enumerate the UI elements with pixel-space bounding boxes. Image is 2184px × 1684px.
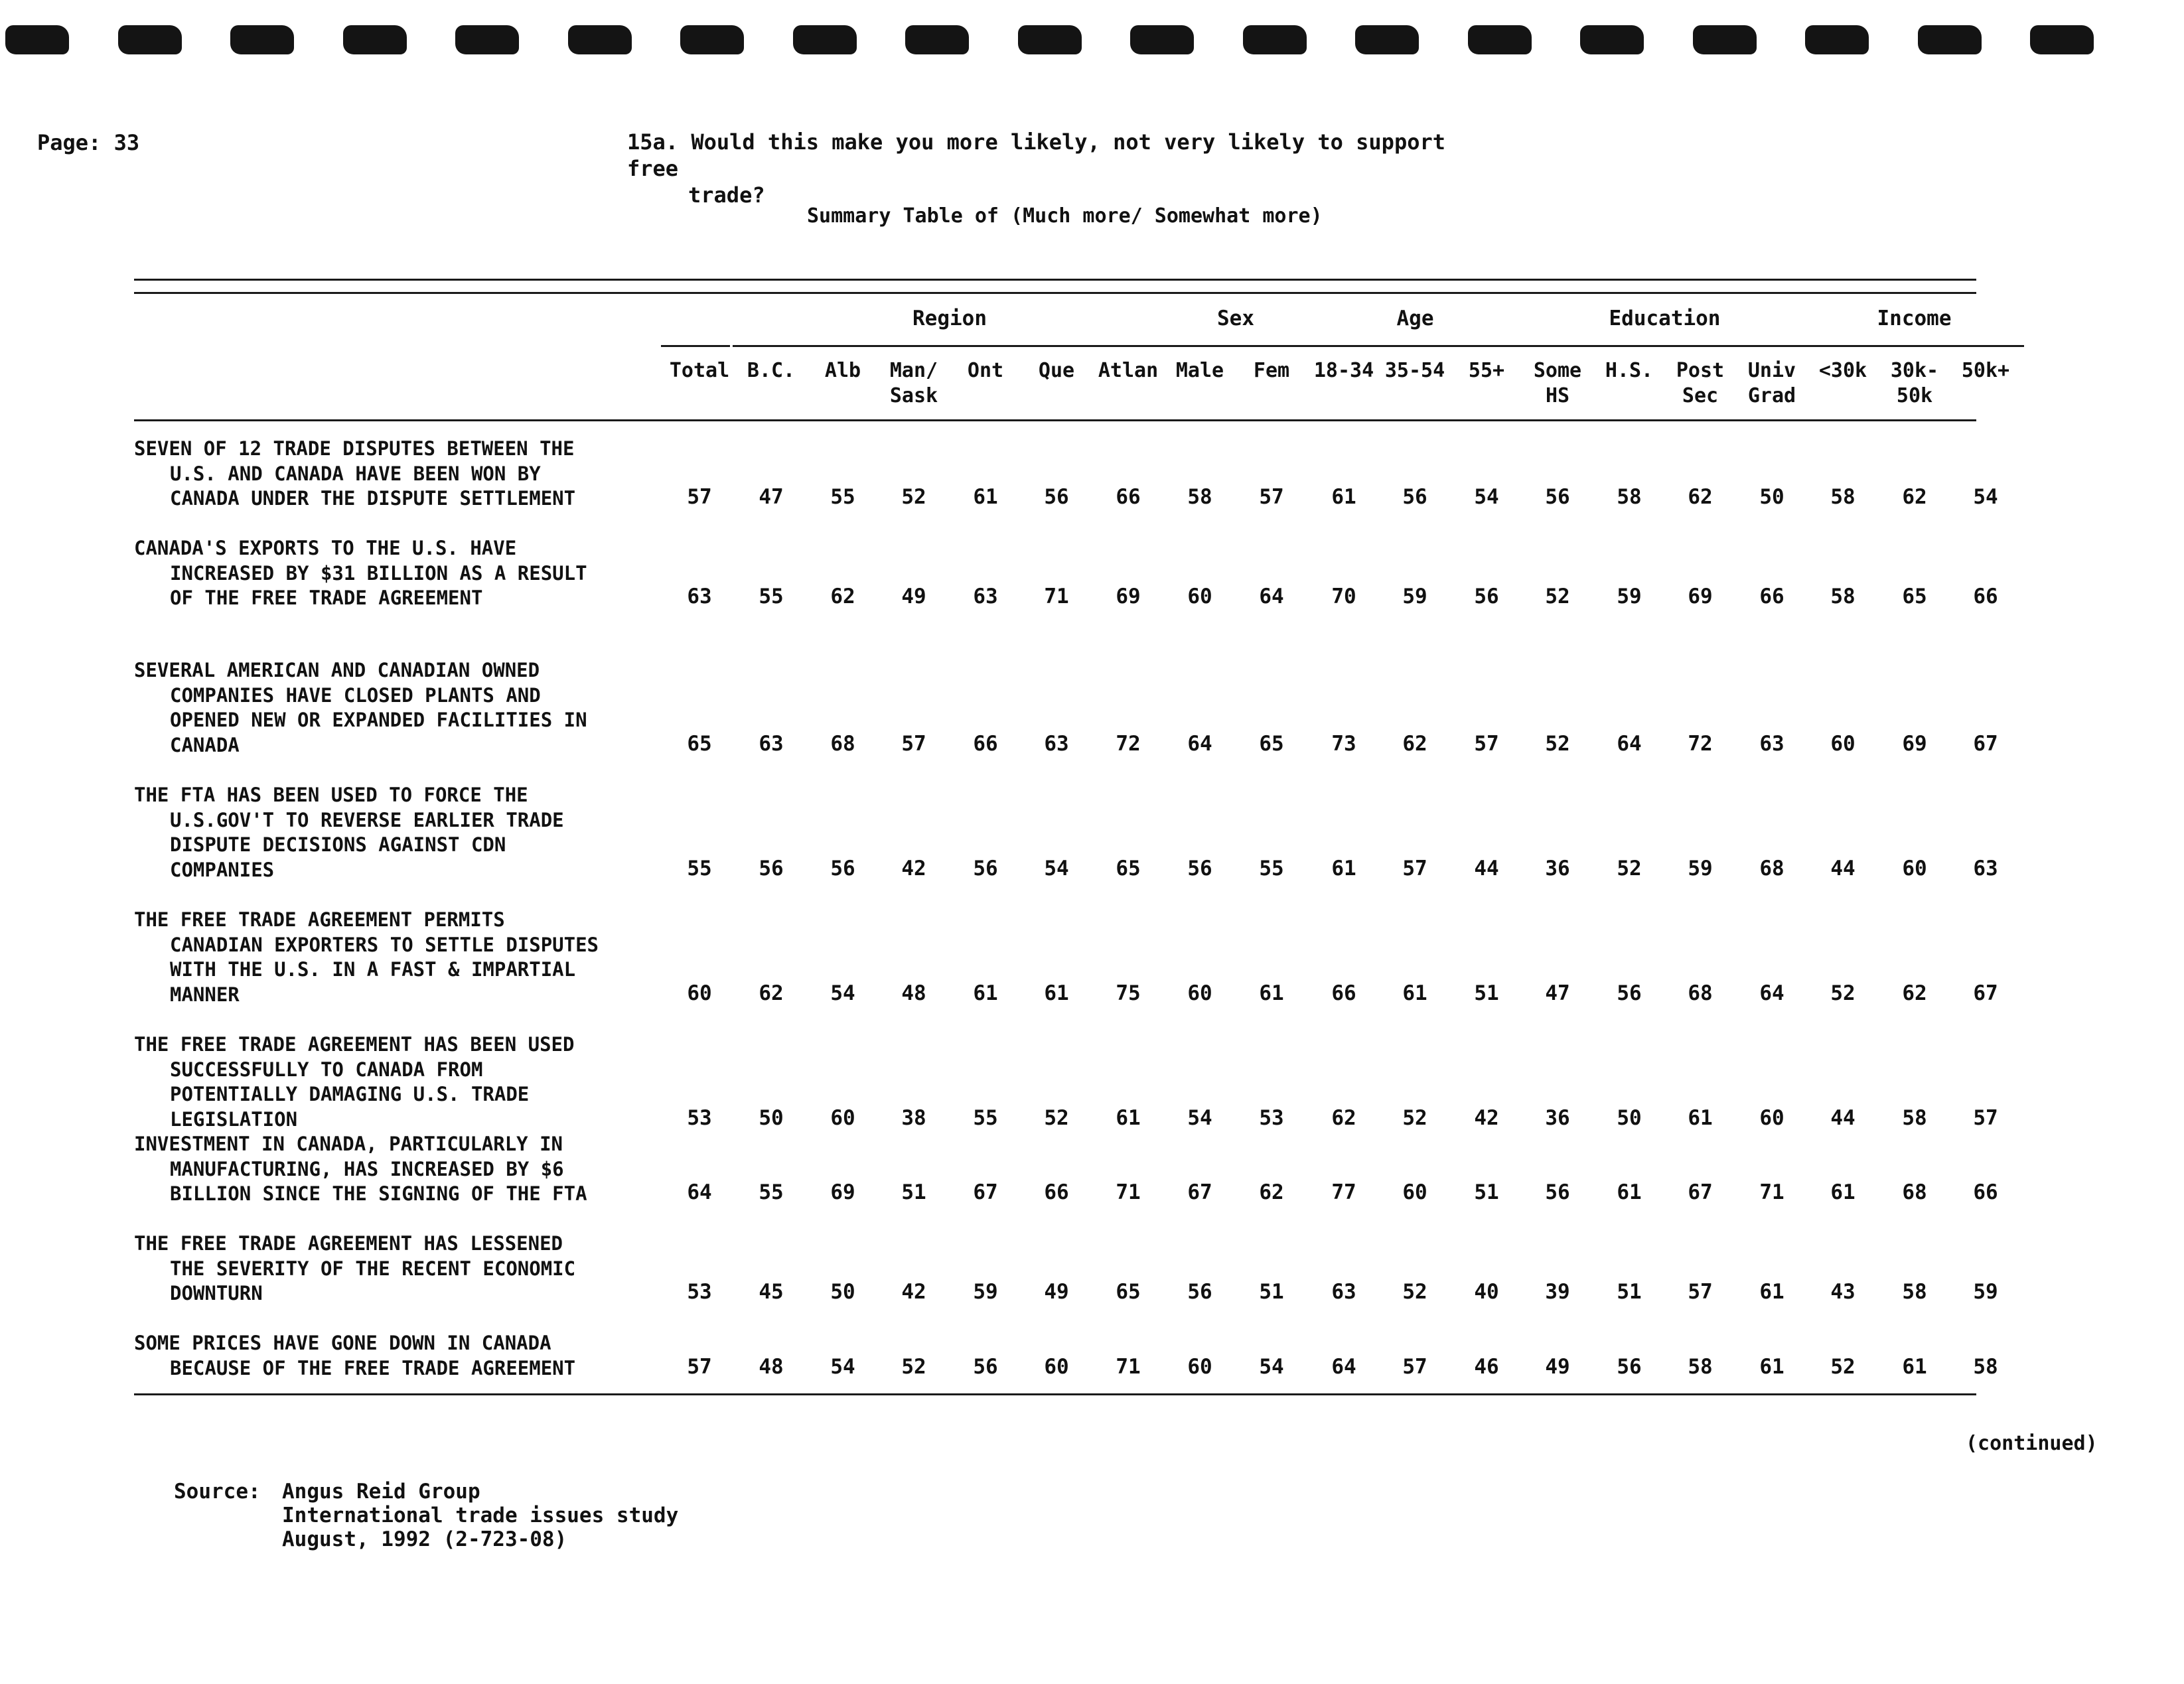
table-cell: 71 [1116,1180,1141,1204]
table-cell: 50 [759,1105,784,1130]
table-cell: 63 [1973,856,1998,880]
table-subtitle: Summary Table of (Much more/ Somewhat more) [807,204,1323,228]
column-header: 35-54 [1384,359,1445,382]
row-label-line: THE SEVERITY OF THE RECENT ECONOMIC [170,1257,576,1280]
source-label: Source: [174,1480,261,1504]
table-cell: 69 [1688,585,1713,608]
table-cell: 61 [1259,981,1284,1005]
table-cell: 42 [1474,1105,1499,1130]
table-cell: 56 [1402,485,1427,509]
table-cell: 60 [830,1105,855,1130]
table-cell: 56 [1187,1280,1212,1304]
row-label-line: SOME PRICES HAVE GONE DOWN IN CANADA [134,1332,551,1354]
row-label-line: THE FREE TRADE AGREEMENT HAS BEEN USED [134,1033,575,1056]
source-line: Angus Reid Group [282,1480,480,1504]
table-cell: 55 [973,1105,998,1130]
column-header: 30k- 50k [1890,359,1939,407]
border-blob [5,25,69,54]
table-cell: 66 [1044,1180,1069,1204]
table-cell: 61 [1331,856,1356,880]
table-cell: 64 [1259,585,1284,608]
table-cell: 52 [1044,1105,1069,1130]
row-label-line: CANADA [170,733,240,756]
border-blob [1130,25,1194,54]
table-cell: 49 [1545,1354,1570,1379]
table-cell: 56 [1474,585,1499,608]
border-blob [1018,25,1082,54]
table-cell: 57 [1688,1280,1713,1304]
row-label-line: LEGISLATION [170,1107,298,1131]
table-cell: 60 [1402,1180,1427,1204]
group-header: Age [1396,307,1434,330]
table-cell: 55 [830,485,855,509]
table-cell: 67 [1973,731,1998,756]
row-label-line: BECAUSE OF THE FREE TRADE AGREEMENT [170,1356,576,1379]
question-text [627,129,1490,208]
table-cell: 66 [1331,981,1356,1005]
table-cell: 66 [1759,585,1784,608]
table-cell: 61 [1617,1180,1642,1204]
table-cell: 72 [1116,731,1141,756]
question-line: trade? [688,182,765,208]
group-header: Income [1877,307,1952,330]
table-cell: 50 [830,1280,855,1304]
column-header: 50k+ [1961,359,2010,382]
table-cell: 53 [1259,1105,1284,1130]
table-cell: 45 [759,1280,784,1304]
table-cell: 64 [1617,731,1642,756]
table-cell: 64 [1187,731,1212,756]
table-cell: 58 [1973,1354,1998,1379]
border-blob [118,25,182,54]
border-blob [905,25,969,54]
table-cell: 59 [1402,585,1427,608]
table-cell: 62 [1688,485,1713,509]
table-cell: 42 [901,856,926,880]
group-underline [733,345,1167,347]
table-cell: 56 [973,856,998,880]
table-cell: 64 [1331,1354,1356,1379]
table-cell: 62 [1331,1105,1356,1130]
table-cell: 66 [1973,1180,1998,1204]
row-label-line: CANADA UNDER THE DISPUTE SETTLEMENT [170,487,576,510]
table-cell: 44 [1830,856,1856,880]
table-cell: 71 [1759,1180,1784,1204]
table-cell: 61 [1759,1354,1784,1379]
table-cell: 70 [1331,585,1356,608]
table-cell: 42 [901,1280,926,1304]
table-cell: 59 [1973,1280,1998,1304]
table-cell: 58 [1830,485,1856,509]
table-cell: 58 [1830,585,1856,608]
column-header: B.C. [747,359,796,382]
row-label-line: COMPANIES HAVE CLOSED PLANTS AND [170,683,541,707]
table-cell: 54 [1044,856,1069,880]
table-cell: 69 [830,1180,855,1204]
table-cell: 68 [830,731,855,756]
table-cell: 69 [1902,731,1927,756]
table-cell: 53 [687,1280,712,1304]
row-label-line: CANADIAN EXPORTERS TO SETTLE DISPUTES [170,933,599,956]
row-label-line: CANADA'S EXPORTS TO THE U.S. HAVE [134,537,517,559]
table-cell: 58 [1688,1354,1713,1379]
table-cell: 54 [1259,1354,1284,1379]
table-cell: 44 [1474,856,1499,880]
source-line: International trade issues study [282,1504,679,1527]
column-header: Atlan [1098,359,1159,382]
table-bottom-rule [134,1393,1976,1395]
table-cell: 52 [1402,1280,1427,1304]
table-cell: 62 [1902,981,1927,1005]
table-cell: 61 [1331,485,1356,509]
group-underline [1161,345,1310,347]
table-cell: 52 [1545,731,1570,756]
row-label [134,1331,638,1381]
table-cell: 65 [1902,585,1927,608]
table-cell: 59 [1617,585,1642,608]
table-cell: 56 [1617,1354,1642,1379]
table-cell: 63 [687,585,712,608]
row-label-line: DISPUTE DECISIONS AGAINST CDN [170,833,506,856]
column-header: Ont [967,359,1004,382]
row-label-line: COMPANIES [170,858,275,881]
table-cell: 66 [1973,585,1998,608]
table-cell: 48 [759,1354,784,1379]
table-cell: 60 [1759,1105,1784,1130]
table-cell: 39 [1545,1280,1570,1304]
table-cell: 56 [1044,485,1069,509]
header-bottom-rule [134,419,1976,421]
border-blob [568,25,632,54]
column-header: Alb [824,359,861,382]
table-cell: 54 [830,1354,855,1379]
table-cell: 38 [901,1105,926,1130]
table-cell: 52 [1545,585,1570,608]
table-cell: 47 [759,485,784,509]
group-underline [1305,345,1525,347]
row-label-line: MANNER [170,983,240,1006]
row-label [134,1231,638,1306]
border-blob [230,25,294,54]
table-cell: 66 [1116,485,1141,509]
row-label-line: MANUFACTURING, HAS INCREASED BY $6 [170,1157,564,1180]
row-label-line: BILLION SINCE THE SIGNING OF THE FTA [170,1182,587,1205]
source-line: August, 1992 (2-723-08) [282,1527,567,1551]
continued-note: (continued) [1966,1432,2098,1455]
column-header: H.S. [1605,359,1654,382]
row-label [134,536,638,611]
column-header: 18-34 [1313,359,1374,382]
group-header: Region [912,307,987,330]
table-cell: 63 [973,585,998,608]
table-cell: 56 [1545,1180,1570,1204]
table-cell: 67 [1688,1180,1713,1204]
table-cell: 48 [901,981,926,1005]
table-cell: 66 [973,731,998,756]
row-label [134,908,638,1007]
table-cell: 55 [759,1180,784,1204]
border-blob [1355,25,1419,54]
column-header: Univ Grad [1747,359,1796,407]
table-cell: 55 [1259,856,1284,880]
table-cell: 56 [1617,981,1642,1005]
page-number: Page: 33 [37,130,140,155]
table-cell: 57 [1402,1354,1427,1379]
table-cell: 52 [1830,981,1856,1005]
table-cell: 60 [1187,981,1212,1005]
column-header: Que [1038,359,1075,382]
group-underline [1804,345,2024,347]
table-cell: 60 [1830,731,1856,756]
table-cell: 67 [973,1180,998,1204]
question-line: 15a. Would this make you more likely, not very likely to support free [627,129,1445,181]
table-cell: 56 [759,856,784,880]
table-cell: 46 [1474,1354,1499,1379]
row-label-line: U.S. AND CANADA HAVE BEEN WON BY [170,462,541,485]
table-cell: 60 [1902,856,1927,880]
table-cell: 60 [1187,1354,1212,1379]
table-cell: 60 [1044,1354,1069,1379]
border-blob [1918,25,1982,54]
border-blob [1243,25,1307,54]
table-cell: 54 [830,981,855,1005]
column-header: Some HS [1533,359,1582,407]
table-cell: 58 [1902,1280,1927,1304]
border-blob [1468,25,1532,54]
table-cell: 62 [1902,485,1927,509]
table-cell: 54 [1474,485,1499,509]
table-cell: 61 [1902,1354,1927,1379]
row-label-line: THE FTA HAS BEEN USED TO FORCE THE [134,784,528,806]
table-cell: 49 [901,585,926,608]
group-header: Sex [1217,307,1254,330]
row-label-line: POTENTIALLY DAMAGING U.S. TRADE [170,1083,530,1105]
table-cell: 51 [1474,981,1499,1005]
table-cell: 40 [1474,1280,1499,1304]
total-underline [661,345,730,347]
table-cell: 64 [687,1180,712,1204]
table-cell: 75 [1116,981,1141,1005]
table-cell: 63 [1331,1280,1356,1304]
table-cell: 61 [1402,981,1427,1005]
table-cell: 51 [1259,1280,1284,1304]
table-cell: 51 [1617,1280,1642,1304]
table-cell: 57 [687,485,712,509]
table-cell: 64 [1759,981,1784,1005]
column-header: 55+ [1468,359,1505,382]
row-label [134,437,638,512]
table-cell: 57 [1259,485,1284,509]
table-cell: 57 [1973,1105,1998,1130]
row-label-line: THE FREE TRADE AGREEMENT PERMITS [134,908,505,931]
row-label-line: U.S.GOV'T TO REVERSE EARLIER TRADE [170,808,564,831]
column-header: Man/ Sask [889,359,938,407]
group-underline [1519,345,1810,347]
table-cell: 69 [1116,585,1141,608]
table-cell: 63 [1044,731,1069,756]
table-cell: 51 [901,1180,926,1204]
table-cell: 62 [1259,1180,1284,1204]
row-label [134,1032,638,1132]
table-cell: 52 [1402,1105,1427,1130]
column-header: <30k [1818,359,1867,382]
table-cell: 71 [1044,585,1069,608]
table-cell: 56 [830,856,855,880]
table-cell: 52 [1617,856,1642,880]
table-cell: 43 [1830,1280,1856,1304]
table-cell: 68 [1688,981,1713,1005]
table-cell: 52 [901,1354,926,1379]
border-blob [343,25,407,54]
table-cell: 61 [1116,1105,1141,1130]
border-blob [2030,25,2094,54]
column-header: Male [1175,359,1224,382]
table-cell: 57 [1402,856,1427,880]
table-cell: 67 [1973,981,1998,1005]
row-label-line: SEVERAL AMERICAN AND CANADIAN OWNED [134,659,540,681]
row-label-line: WITH THE U.S. IN A FAST & IMPARTIAL [170,958,576,981]
table-cell: 54 [1973,485,1998,509]
table-cell: 61 [1830,1180,1856,1204]
table-cell: 59 [973,1280,998,1304]
table-cell: 50 [1617,1105,1642,1130]
table-cell: 72 [1688,731,1713,756]
table-cell: 61 [1044,981,1069,1005]
table-cell: 56 [1545,485,1570,509]
table-cell: 77 [1331,1180,1356,1204]
table-cell: 63 [759,731,784,756]
row-label-line: THE FREE TRADE AGREEMENT HAS LESSENED [134,1232,563,1255]
border-blob [680,25,744,54]
column-header: Post Sec [1676,359,1725,407]
table-cell: 57 [1474,731,1499,756]
table-cell: 57 [687,1354,712,1379]
table-cell: 60 [1187,585,1212,608]
table-cell: 57 [901,731,926,756]
row-label [134,1132,638,1207]
table-cell: 65 [1259,731,1284,756]
table-cell: 71 [1116,1354,1141,1379]
table-cell: 56 [973,1354,998,1379]
border-blob [455,25,519,54]
row-label-line: SUCCESSFULLY TO CANADA FROM [170,1058,483,1081]
row-label-line: INVESTMENT IN CANADA, PARTICULARLY IN [134,1133,563,1155]
border-blob [793,25,857,54]
border-blob [1693,25,1757,54]
table-cell: 62 [1402,731,1427,756]
row-label-line: SEVEN OF 12 TRADE DISPUTES BETWEEN THE [134,437,575,460]
table-cell: 61 [973,981,998,1005]
table-cell: 55 [687,856,712,880]
table-cell: 47 [1545,981,1570,1005]
row-label-line: OF THE FREE TRADE AGREEMENT [170,587,483,609]
table-cell: 61 [973,485,998,509]
table-cell: 68 [1759,856,1784,880]
table-cell: 54 [1187,1105,1212,1130]
table-cell: 65 [687,731,712,756]
table-cell: 58 [1187,485,1212,509]
row-label-line: DOWNTURN [170,1282,263,1304]
table-cell: 56 [1187,856,1212,880]
row-label [134,783,638,882]
table-cell: 59 [1688,856,1713,880]
group-header: Education [1609,307,1721,330]
table-cell: 50 [1759,485,1784,509]
top-rule [134,279,1976,281]
table-cell: 61 [1759,1280,1784,1304]
table-cell: 63 [1759,731,1784,756]
table-cell: 62 [830,585,855,608]
border-blob [1805,25,1869,54]
table-cell: 61 [1688,1105,1713,1130]
table-cell: 36 [1545,1105,1570,1130]
table-cell: 73 [1331,731,1356,756]
border-blob [1580,25,1644,54]
table-cell: 67 [1187,1180,1212,1204]
table-cell: 65 [1116,1280,1141,1304]
table-cell: 53 [687,1105,712,1130]
punched-border [0,0,2184,80]
column-header: Fem [1253,359,1290,382]
table-cell: 62 [759,981,784,1005]
table-cell: 65 [1116,856,1141,880]
table-cell: 36 [1545,856,1570,880]
top-rule-2 [134,292,1976,294]
table-cell: 49 [1044,1280,1069,1304]
row-label [134,658,638,758]
table-cell: 51 [1474,1180,1499,1204]
table-cell: 60 [687,981,712,1005]
table-cell: 58 [1617,485,1642,509]
table-cell: 58 [1902,1105,1927,1130]
row-label-line: OPENED NEW OR EXPANDED FACILITIES IN [170,709,587,731]
table-cell: 55 [759,585,784,608]
table-cell: 68 [1902,1180,1927,1204]
source-text [282,1480,678,1551]
column-header: Total [669,359,730,382]
row-label-line: INCREASED BY $31 BILLION AS A RESULT [170,561,587,585]
table-cell: 52 [901,485,926,509]
table-cell: 44 [1830,1105,1856,1130]
table-cell: 52 [1830,1354,1856,1379]
